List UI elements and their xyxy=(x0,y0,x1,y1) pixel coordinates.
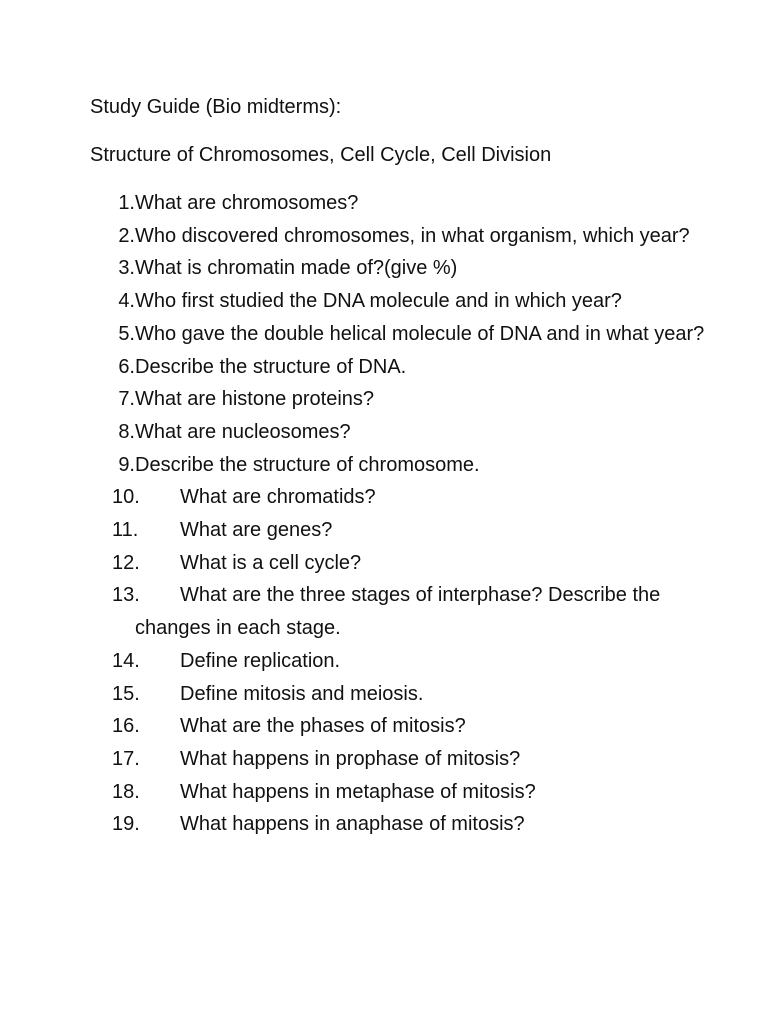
question-item xyxy=(90,481,730,514)
question-text: Who gave the double helical molecule of DNA and in what year? xyxy=(135,322,705,345)
question-number: 13. xyxy=(112,584,140,607)
question-text: What are chromosomes? xyxy=(135,192,359,214)
question-item xyxy=(90,776,730,809)
question-text: What are the three stages of interphase? Describe the changes in each stage. xyxy=(135,584,661,640)
question-text: Who first studied the DNA molecule and in which year? xyxy=(135,290,622,313)
question-text: Describe the structure of DNA. xyxy=(135,355,407,378)
question-text: What are nucleosomes? xyxy=(135,420,351,443)
question-text: What happens in prophase of mitosis? xyxy=(180,747,521,770)
question-item xyxy=(90,416,730,449)
question-item xyxy=(90,710,730,743)
question-text: Describe the structure of chromosome. xyxy=(135,453,480,476)
question-item xyxy=(90,351,730,384)
question-number: 9. xyxy=(118,453,135,476)
question-number: 1. xyxy=(118,192,135,214)
question-number: 17. xyxy=(112,747,140,770)
question-text: What happens in metaphase of mitosis? xyxy=(180,780,536,803)
question-list xyxy=(90,187,730,841)
question-text: What are histone proteins? xyxy=(135,388,375,411)
question-number: 16. xyxy=(112,715,140,738)
question-number: 15. xyxy=(112,682,140,705)
question-number: 8. xyxy=(118,420,135,443)
question-number: 19. xyxy=(112,813,140,836)
question-text: Define mitosis and meiosis. xyxy=(180,682,424,705)
question-text: What is chromatin made of?(give %) xyxy=(135,257,458,280)
question-item xyxy=(90,285,730,318)
question-item xyxy=(90,449,730,482)
question-number: 5. xyxy=(118,322,135,345)
question-number: 6. xyxy=(118,355,135,378)
question-text: What happens in anaphase of mitosis? xyxy=(180,813,525,836)
question-item xyxy=(90,514,730,547)
question-text: What is a cell cycle? xyxy=(180,551,362,574)
question-number: 2. xyxy=(118,224,135,247)
question-item xyxy=(90,645,730,678)
question-number: 4. xyxy=(118,290,135,313)
question-item xyxy=(90,579,730,644)
question-number: 7. xyxy=(118,388,135,411)
question-number: 10. xyxy=(112,486,140,509)
question-item xyxy=(90,187,730,220)
question-number: 14. xyxy=(112,649,140,672)
question-text: What are the phases of mitosis? xyxy=(180,715,466,738)
question-item xyxy=(90,547,730,580)
question-number: 11. xyxy=(112,519,139,542)
document-subtitle: Structure of Chromosomes, Cell Cycle, Cell Division xyxy=(90,144,552,166)
question-number: 12. xyxy=(112,551,140,574)
question-text: What are genes? xyxy=(180,519,333,542)
question-item xyxy=(90,220,730,253)
question-item xyxy=(90,383,730,416)
question-item xyxy=(90,318,730,351)
document-title: Study Guide (Bio midterms): xyxy=(90,96,342,118)
question-item xyxy=(90,678,730,711)
question-number: 3. xyxy=(118,257,135,280)
question-text: Define replication. xyxy=(180,649,341,672)
question-item xyxy=(90,808,730,841)
question-number: 18. xyxy=(112,780,140,803)
question-item xyxy=(90,743,730,776)
question-item xyxy=(90,252,730,285)
question-text: Who discovered chromosomes, in what organism, which year? xyxy=(135,224,690,247)
question-text: What are chromatids? xyxy=(180,486,376,509)
